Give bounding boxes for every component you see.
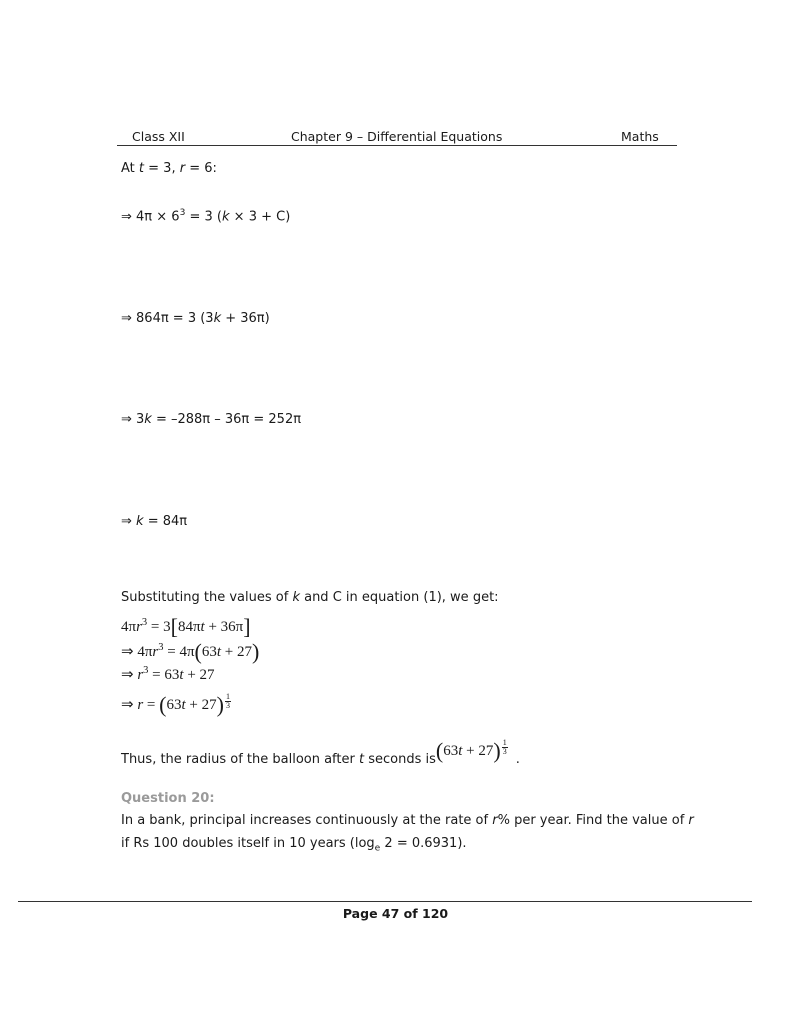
left-bracket: [ xyxy=(170,614,178,639)
text: 4π xyxy=(121,619,137,635)
fraction-exponent xyxy=(225,693,231,710)
text: = –288π – 36π = 252π xyxy=(151,412,302,427)
equation-4 xyxy=(121,692,231,718)
header-subject: Maths xyxy=(621,129,659,144)
right-bracket: ] xyxy=(243,614,251,639)
var-r: r xyxy=(137,697,144,713)
header-chapter: Chapter 9 – Differential Equations xyxy=(291,129,503,144)
condition-line xyxy=(121,161,217,176)
step-1 xyxy=(121,208,290,224)
right-paren: ) xyxy=(252,639,260,664)
text: and C in equation (1), we get: xyxy=(299,590,499,605)
footer-divider xyxy=(18,901,752,902)
text: 63 xyxy=(201,644,217,660)
exponent: 3 xyxy=(179,208,186,218)
var-k: k xyxy=(136,514,144,529)
text: Thus, the radius of the balloon after xyxy=(121,752,359,767)
text: 63 xyxy=(443,743,459,759)
text: + 27 xyxy=(185,697,217,713)
text: = 6: xyxy=(185,161,217,176)
text: 63 xyxy=(166,697,182,713)
text: In a bank, principal increases continuously at the rate of xyxy=(121,813,493,828)
var-r: r xyxy=(688,813,694,828)
text: + 27 xyxy=(221,644,253,660)
text: + 27 xyxy=(183,667,215,683)
text: At xyxy=(121,161,139,176)
right-paren: ) xyxy=(216,692,224,717)
numerator: 1 xyxy=(225,692,230,701)
text: ⇒ xyxy=(121,514,137,529)
left-paren: ( xyxy=(435,738,444,763)
text: if Rs 100 doubles itself in 10 years (log xyxy=(121,836,375,851)
text: % per year. Find the value of xyxy=(497,813,689,828)
page-number: Page 47 of 120 xyxy=(342,906,449,921)
conclusion-line xyxy=(121,738,520,772)
fraction-exponent xyxy=(502,739,508,756)
text: ⇒ 4π × 6 xyxy=(121,209,180,225)
exponent: 3 xyxy=(158,642,164,653)
var-k: k xyxy=(292,590,300,605)
denominator: 3 xyxy=(502,747,507,756)
var-t: t xyxy=(200,619,205,635)
text: = 63 xyxy=(148,667,180,683)
exponent: 3 xyxy=(143,665,149,676)
text: × 3 + C) xyxy=(229,209,291,225)
text: ⇒ 3 xyxy=(121,412,145,427)
text: ⇒ xyxy=(121,667,138,683)
var-r: r xyxy=(152,644,159,660)
var-t: t xyxy=(179,667,184,683)
step-3 xyxy=(121,412,301,427)
var-k: k xyxy=(213,311,222,326)
left-paren: ( xyxy=(194,639,202,664)
var-t: t xyxy=(138,161,145,176)
equation-1 xyxy=(121,614,251,640)
var-t: t xyxy=(181,697,186,713)
var-t: t xyxy=(358,752,365,767)
text: ⇒ 864π = 3 (3 xyxy=(121,311,214,326)
header-class: Class XII xyxy=(132,129,185,144)
text: seconds is xyxy=(364,752,436,767)
text: + 36π xyxy=(204,619,244,635)
numerator: 1 xyxy=(502,738,507,747)
var-k: k xyxy=(222,209,230,225)
text: = 4π xyxy=(163,644,195,660)
log-base: e xyxy=(374,843,381,854)
text: = 3, xyxy=(144,161,180,176)
var-r: r xyxy=(492,813,498,828)
text: Substituting the values of xyxy=(121,590,293,605)
var-r: r xyxy=(179,161,186,176)
denominator: 3 xyxy=(225,701,230,710)
text: 2 = 0.6931). xyxy=(380,836,467,851)
var-r: r xyxy=(137,667,144,683)
header-divider xyxy=(117,145,677,146)
question-title: Question 20: xyxy=(121,791,215,806)
equation-2 xyxy=(121,639,259,665)
step-4 xyxy=(121,514,187,529)
step-2 xyxy=(121,311,270,326)
left-paren: ( xyxy=(159,692,167,717)
text: + 27 xyxy=(462,743,494,759)
text: ⇒ xyxy=(121,697,138,713)
text: = 84π xyxy=(143,514,188,529)
var-r: r xyxy=(136,619,142,635)
text: + 36π) xyxy=(221,311,270,326)
conclusion-formula xyxy=(435,738,508,763)
equation-3 xyxy=(121,665,215,684)
var-t: t xyxy=(458,743,463,759)
var-k: k xyxy=(144,412,152,427)
text: = 3 xyxy=(147,619,171,635)
exponent: 3 xyxy=(141,617,148,628)
text: ⇒ 4π xyxy=(121,644,153,660)
period: . xyxy=(515,752,520,767)
right-paren: ) xyxy=(493,738,501,763)
question-line-1 xyxy=(121,813,694,828)
substituting-line xyxy=(121,590,499,605)
text: = 3 ( xyxy=(185,209,222,225)
var-t: t xyxy=(216,644,222,660)
text: 84π xyxy=(177,619,201,635)
text: = xyxy=(143,697,160,713)
question-line-2 xyxy=(121,836,467,854)
